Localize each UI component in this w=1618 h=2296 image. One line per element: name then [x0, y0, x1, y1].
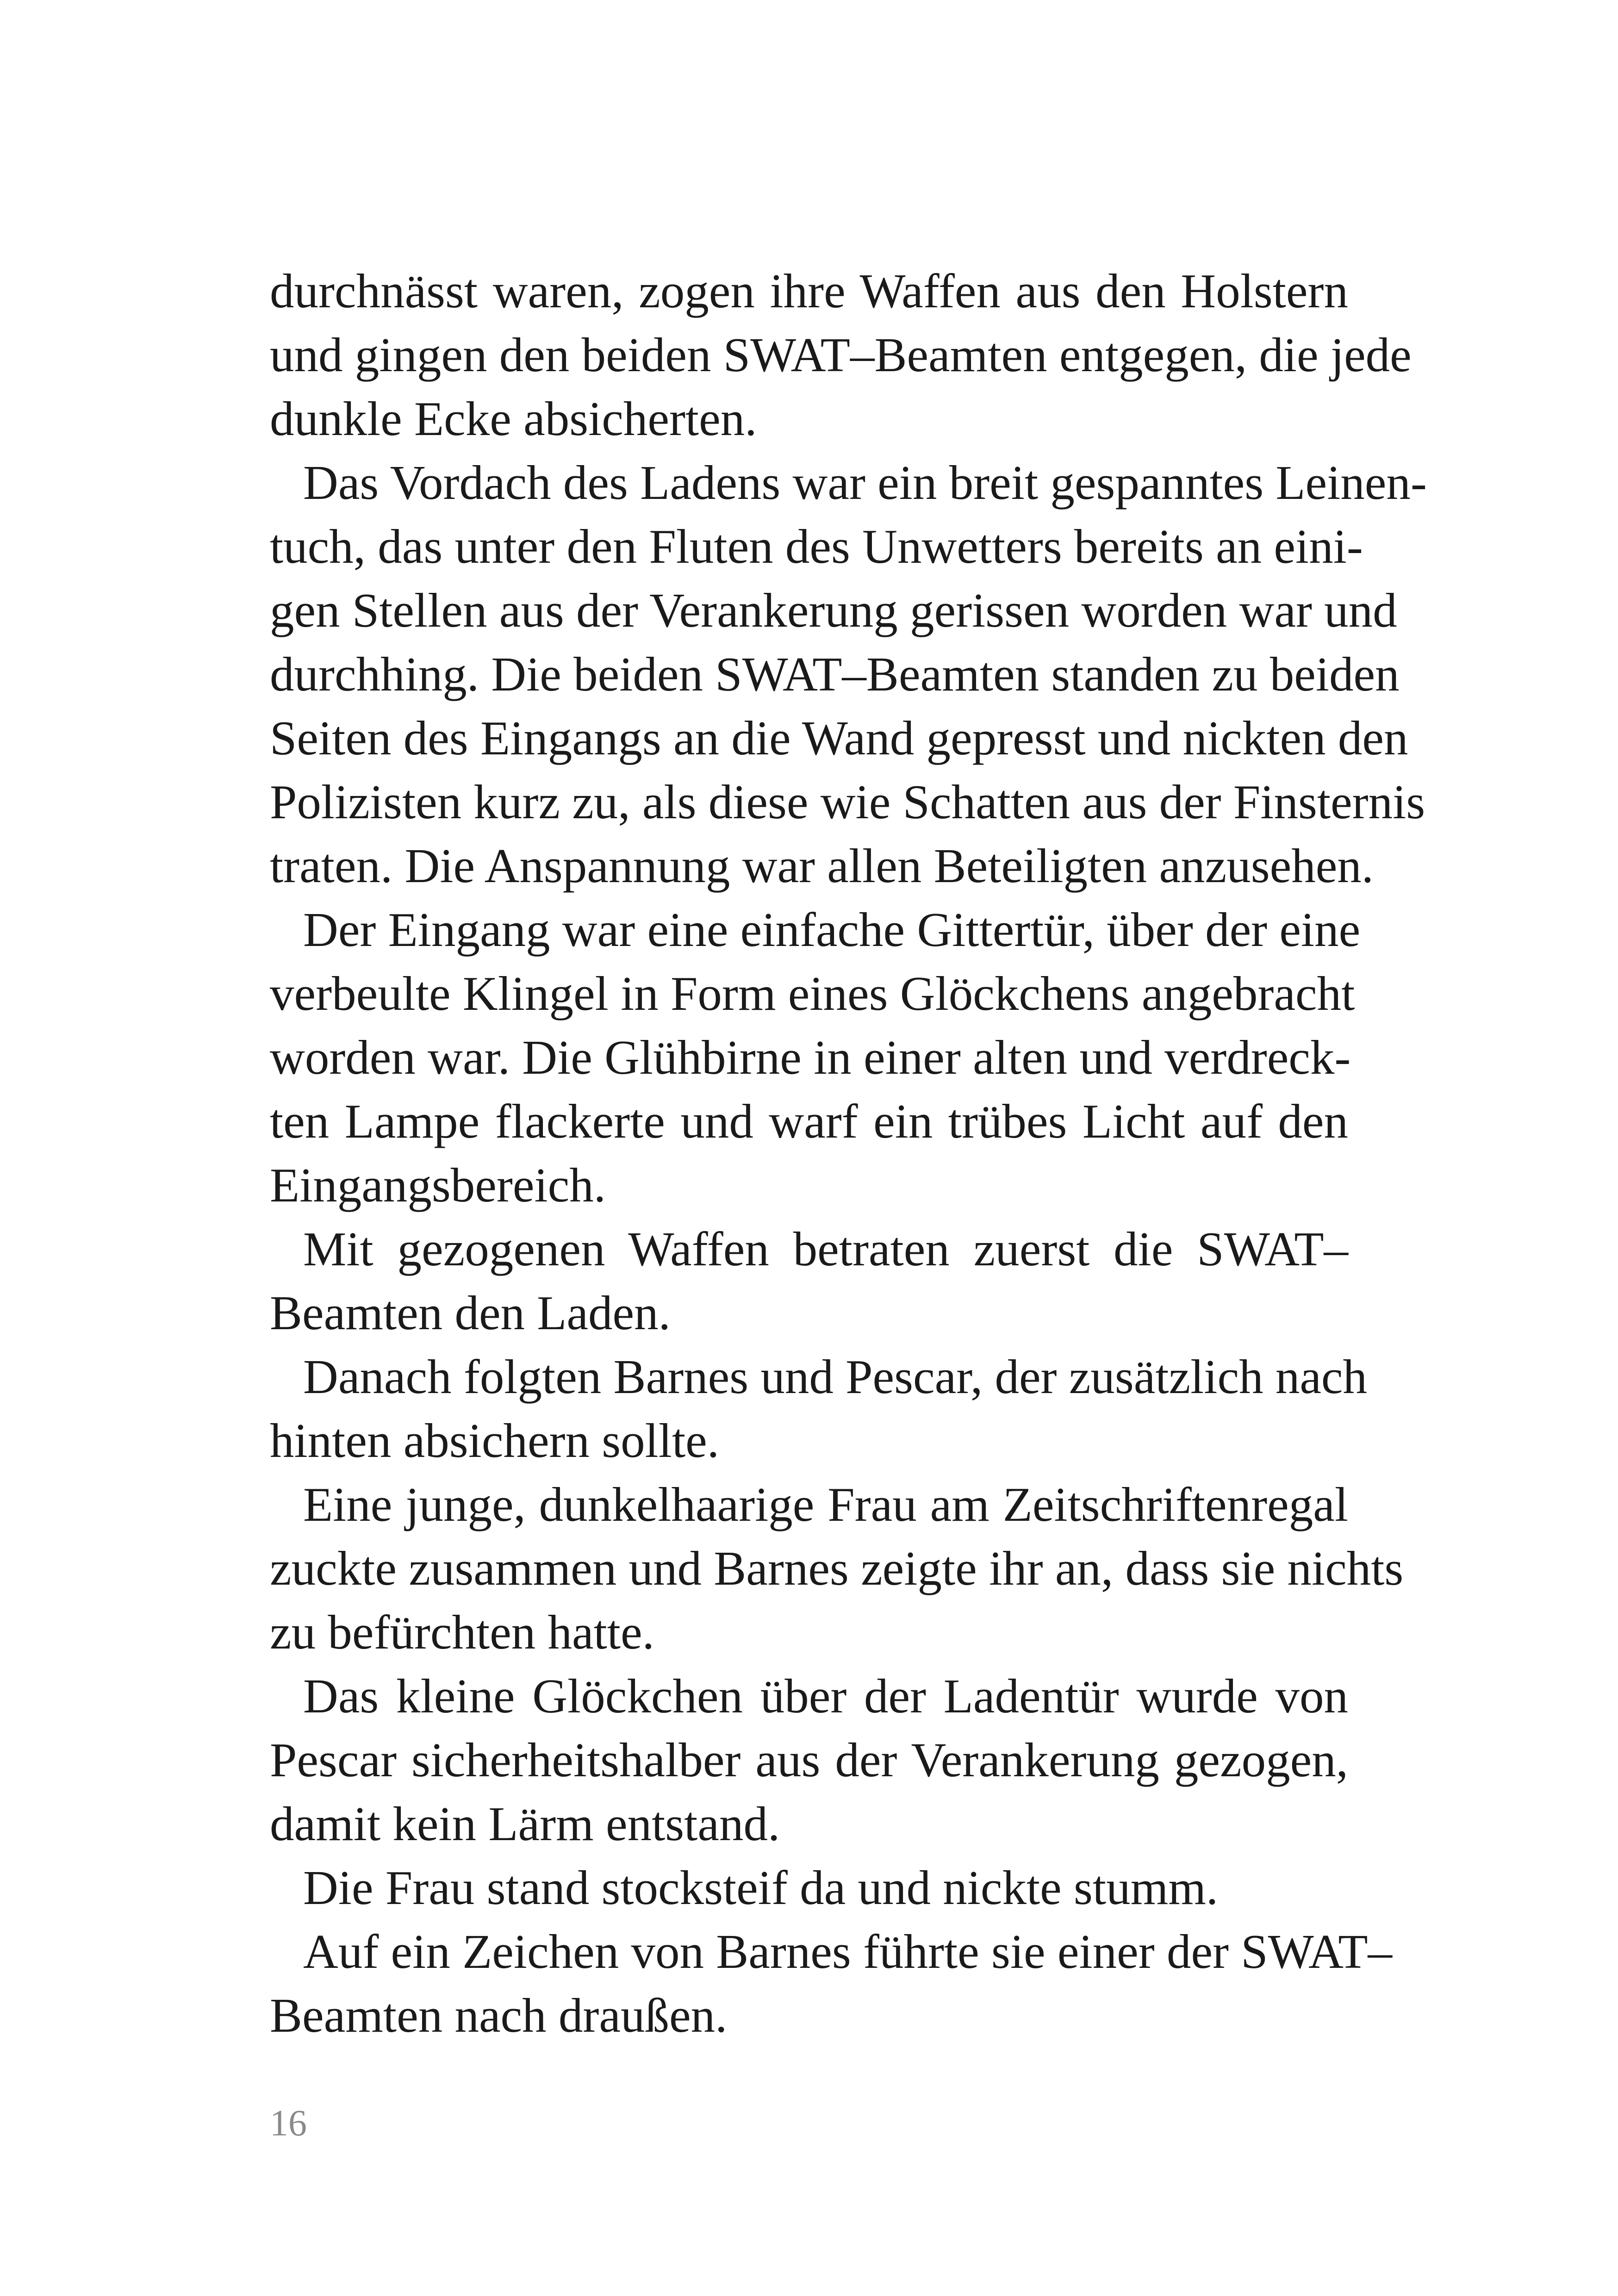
body-text [270, 259, 1427, 2047]
text-line: traten. Die Anspannung war allen Beteiligten anzusehen. [270, 839, 1374, 893]
text-line: durchhing. Die beiden SWAT–Beamten standen zu beiden [270, 647, 1400, 701]
text-line: Beamten nach draußen. [270, 1988, 728, 2042]
text-line: durchnässt waren, zogen ihre Waffen aus den Holstern [270, 264, 1348, 318]
text-line: Danach folgten Barnes und Pescar, der zusätzlich nach [303, 1350, 1368, 1404]
text-line: Seiten des Eingangs an die Wand gepresst und nickten den [270, 711, 1408, 765]
text-line: Mit gezogenen Waffen betraten zuerst die SWAT– [303, 1222, 1348, 1276]
text-line: gen Stellen aus der Verankerung gerissen worden war und [270, 583, 1397, 637]
text-line: ten Lampe flackerte und warf ein trübes Licht auf den [270, 1094, 1348, 1148]
text-line: worden war. Die Glühbirne in einer alten und verdreck- [270, 1030, 1351, 1084]
text-line: Beamten den Laden. [270, 1286, 671, 1340]
text-line: hinten absichern sollte. [270, 1413, 719, 1468]
text-line: zu befürchten hatte. [270, 1605, 654, 1659]
text-line: verbeulte Klingel in Form eines Glöckchens angebracht [270, 966, 1355, 1020]
text-line: Das Vordach des Ladens war ein breit gespanntes Leinen- [303, 455, 1427, 510]
text-line: tuch, das unter den Fluten des Unwetters bereits an eini- [270, 519, 1363, 573]
text-line: Das kleine Glöckchen über der Ladentür wurde von [303, 1669, 1348, 1723]
text-line: damit kein Lärm entstand. [270, 1797, 780, 1851]
text-line: Auf ein Zeichen von Barnes führte sie einer der SWAT– [303, 1924, 1392, 1979]
text-line: dunkle Ecke absicherten. [270, 392, 757, 446]
text-line: Die Frau stand stocksteif da und nickte stumm. [303, 1860, 1219, 1915]
text-line: Pescar sicherheitshalber aus der Verankerung gezogen, [270, 1733, 1348, 1787]
text-line: zuckte zusammen und Barnes zeigte ihr an, dass sie nichts [270, 1541, 1404, 1595]
page-number: 16 [270, 2103, 307, 2144]
text-line: und gingen den beiden SWAT–Beamten entgegen, die jede [270, 328, 1412, 382]
text-line: Eingangsbereich. [270, 1158, 606, 1212]
text-line: Der Eingang war eine einfache Gittertür, über der eine [303, 902, 1361, 957]
text-line: Eine junge, dunkelhaarige Frau am Zeitschriftenregal [303, 1477, 1348, 1531]
text-line: Polizisten kurz zu, als diese wie Schatten aus der Finsternis [270, 775, 1425, 829]
